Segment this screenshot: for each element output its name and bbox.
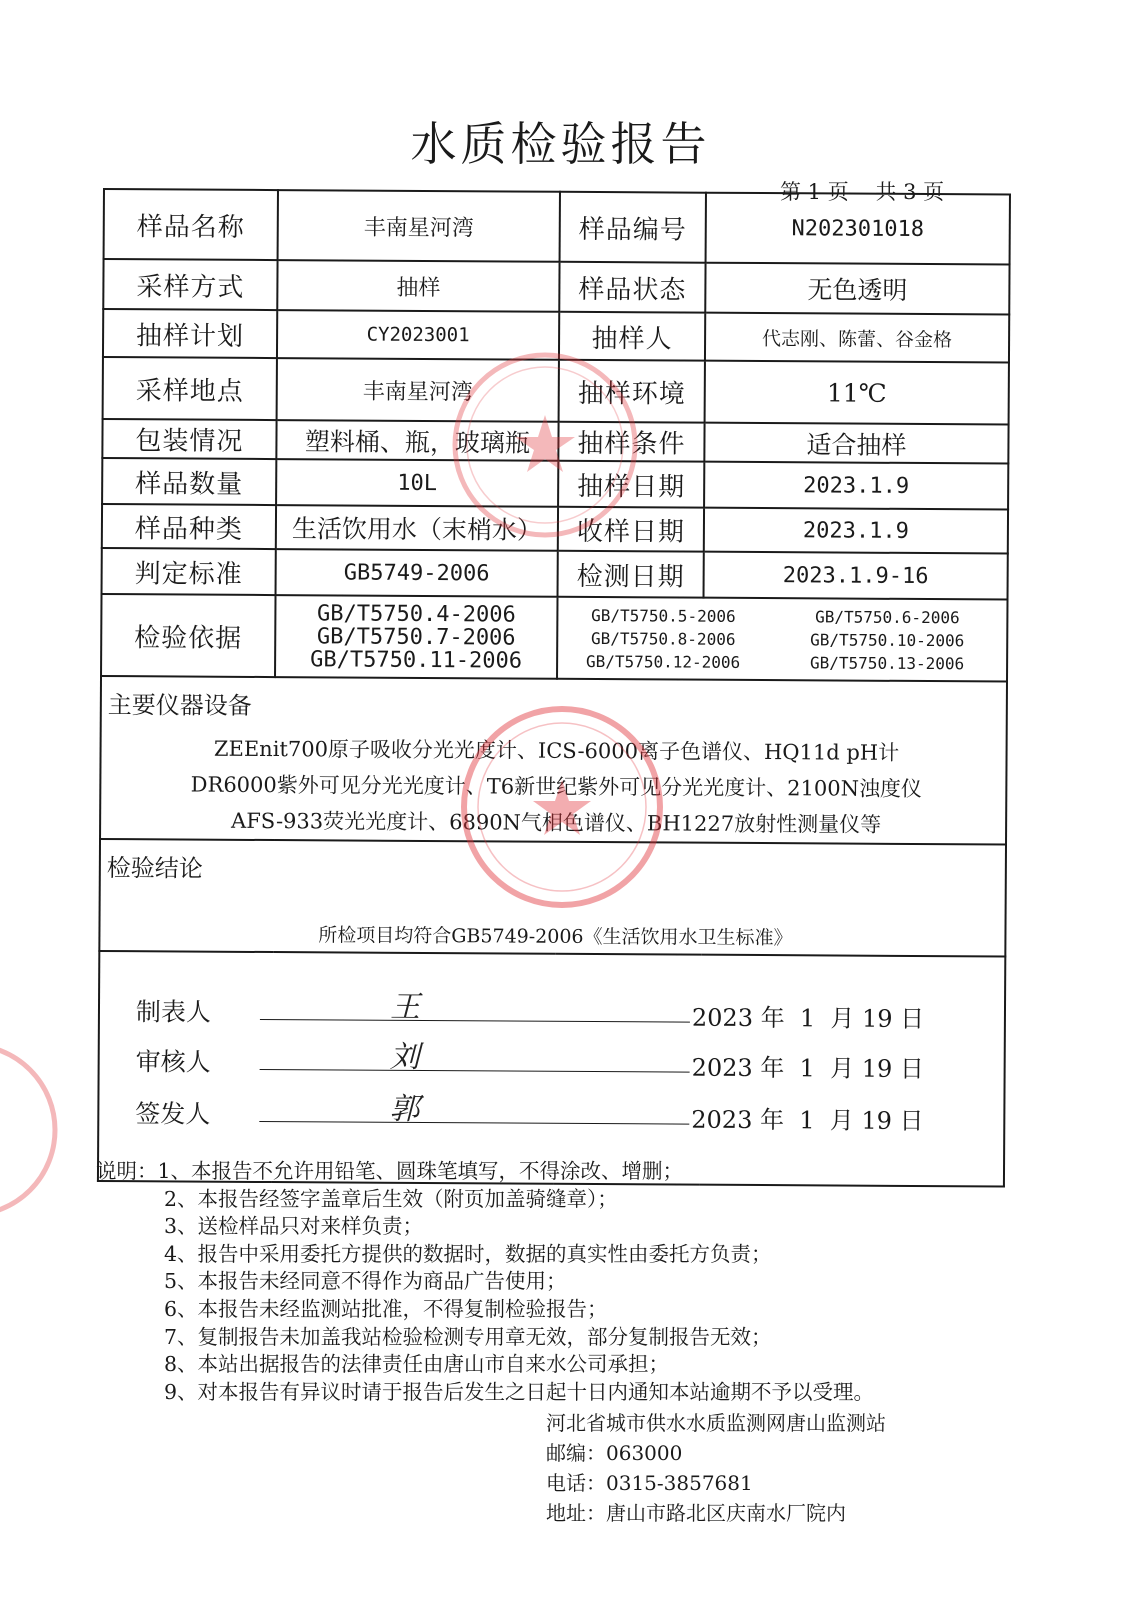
- table-row: [102, 548, 1008, 600]
- basis-label: 检验依据: [101, 594, 275, 677]
- basis-item: GB/T5750.5-2006: [591, 605, 736, 626]
- label-cell: 检测日期: [558, 551, 704, 598]
- inspection-seal-icon: [455, 700, 670, 915]
- basis-col-2: [558, 603, 768, 673]
- table-row: [104, 189, 1010, 265]
- handwritten-signature: 王: [389, 989, 421, 1025]
- signature-role: 审核人: [135, 1047, 211, 1077]
- label-cell: 样品编号: [560, 192, 706, 263]
- instrument-line: ZEEnit700原子吸收分光光度计、ICS-6000离子色谱仪、HQ11d pH计: [213, 736, 900, 765]
- table-row: [101, 594, 1007, 682]
- footer-info: [546, 1408, 886, 1528]
- basis-item: GB/T5750.8-2006: [590, 628, 736, 649]
- label-cell: 样品数量: [102, 458, 276, 505]
- value-cell: 塑料桶、瓶，玻璃瓶: [276, 420, 558, 461]
- value-cell: 丰南星河湾: [278, 190, 560, 262]
- note-item: 7、复制报告未加盖我站检验检测专用章无效，部分复制报告无效；: [164, 1324, 772, 1349]
- basis-col-3: [768, 605, 1006, 675]
- basis-item: GB/T5750.12-2006: [585, 651, 741, 672]
- basis-item: GB/T5750.10-2006: [810, 629, 965, 650]
- signature-role: 制表人: [135, 997, 212, 1027]
- basis-item: GB/T5750.11-2006: [310, 646, 523, 674]
- signature-date: 2023 年 1 月 19 日: [691, 1053, 925, 1084]
- signature-date: 2023 年 1 月 19 日: [691, 1105, 924, 1136]
- label-cell: 判定标准: [102, 548, 276, 595]
- value-cell: 丰南星河湾: [277, 358, 559, 422]
- note-item: 5、本报告未经同意不得作为商品广告使用；: [164, 1269, 567, 1294]
- value-cell: 无色透明: [705, 263, 1009, 315]
- label-cell: 样品种类: [102, 504, 276, 549]
- signature-line: [259, 1091, 689, 1125]
- label-cell: 抽样人: [559, 312, 705, 361]
- signature-section: [98, 951, 1005, 1187]
- conclusion-text: 所检项目均符合GB5749-2006《生活饮用水卫生标准》: [318, 924, 793, 950]
- conclusion-label: 检验结论: [106, 854, 203, 883]
- label-cell: 采样地点: [103, 357, 277, 420]
- note-item: 8、本站出据报告的法律责任由唐山市自来水公司承担；: [164, 1352, 670, 1377]
- instrument-line: DR6000紫外可见分光光度计、T6新世纪紫外可见分光光度计、2100N浊度仪: [190, 772, 923, 802]
- label-cell: 样品状态: [559, 262, 705, 313]
- address: 地址：唐山市路北区庆南水厂院内: [546, 1501, 846, 1525]
- basis-col-1: [275, 595, 557, 679]
- value-cell: 适合抽样: [704, 423, 1008, 464]
- basis-item: GB/T5750.13-2006: [809, 652, 965, 673]
- value-cell: 2023.1.9: [704, 508, 1008, 554]
- value-cell: CY2023001: [277, 310, 559, 360]
- label-cell: 抽样计划: [103, 309, 277, 358]
- value-cell: 2023.1.9: [704, 462, 1008, 510]
- label-cell: 抽样环境: [559, 360, 705, 423]
- signature-line: [260, 989, 690, 1023]
- label-cell: 样品名称: [104, 189, 278, 260]
- value-cell: 代志刚、陈蕾、谷金格: [705, 313, 1009, 363]
- notes-list: [96, 1158, 874, 1406]
- value-cell: GB5749-2006: [276, 549, 558, 597]
- phone: 电话：0315-3857681: [546, 1471, 753, 1495]
- table-row: [103, 259, 1009, 315]
- instruments-label: 主要仪器设备: [107, 691, 252, 720]
- value-cell: 生活饮用水（末梢水）: [276, 505, 558, 551]
- value-cell: 11℃: [705, 361, 1009, 425]
- report-table: [97, 188, 1011, 1188]
- value-cell: 10L: [276, 459, 558, 507]
- note-item: 6、本报告未经监测站批准，不得复制检验报告；: [164, 1296, 608, 1321]
- page-title: 水质检验报告: [410, 117, 711, 171]
- page-info: 第 1 页 共 3 页: [780, 180, 945, 204]
- note-item: 4、报告中采用委托方提供的数据时，数据的真实性由委托方负责；: [164, 1241, 772, 1266]
- note-item: 2、本报告经签字盖章后生效（附页加盖骑缝章）；: [164, 1186, 618, 1211]
- label-cell: 包装情况: [102, 419, 276, 459]
- signature-line: [260, 1039, 690, 1073]
- label-cell: 抽样日期: [558, 461, 704, 508]
- value-cell: N202301018: [706, 193, 1010, 265]
- signature-date: 2023 年 1 月 19 日: [691, 1003, 925, 1034]
- handwritten-signature: 郭: [389, 1091, 420, 1127]
- official-seal-icon: [445, 345, 645, 545]
- postcode: 邮编：063000: [546, 1441, 683, 1465]
- value-cell: 抽样: [277, 260, 559, 312]
- edge-seal-icon: [0, 1030, 60, 1230]
- handwritten-signature: 刘: [389, 1039, 420, 1075]
- note-item: 9、对本报告有异议时请于报告后发生之日起十日内通知本站逾期不予以受理。: [164, 1379, 875, 1404]
- basis-col-2-3: [557, 597, 1007, 682]
- label-cell: 收样日期: [558, 507, 704, 552]
- basis-item: GB/T5750.4-2006: [316, 600, 516, 628]
- basis-item: GB/T5750.6-2006: [815, 606, 960, 627]
- instrument-line: AFS-933荧光光度计、6890N气相色谱仪、BH1227放射性测量仪等: [231, 808, 882, 837]
- label-cell: 采样方式: [103, 259, 277, 310]
- basis-item: GB/T5750.7-2006: [316, 623, 516, 651]
- label-cell: 抽样条件: [558, 422, 704, 462]
- org-name: 河北省城市供水水质监测网唐山监测站: [546, 1411, 886, 1435]
- note-item: 3、送检样品只对来样负责；: [164, 1214, 424, 1239]
- signature-row: [98, 951, 1005, 1187]
- signature-role: 签发人: [135, 1099, 211, 1129]
- value-cell: 2023.1.9-16: [704, 552, 1008, 600]
- note-item: 说明：1、本报告不允许用铅笔、圆珠笔填写，不得涂改、增删；: [96, 1159, 684, 1183]
